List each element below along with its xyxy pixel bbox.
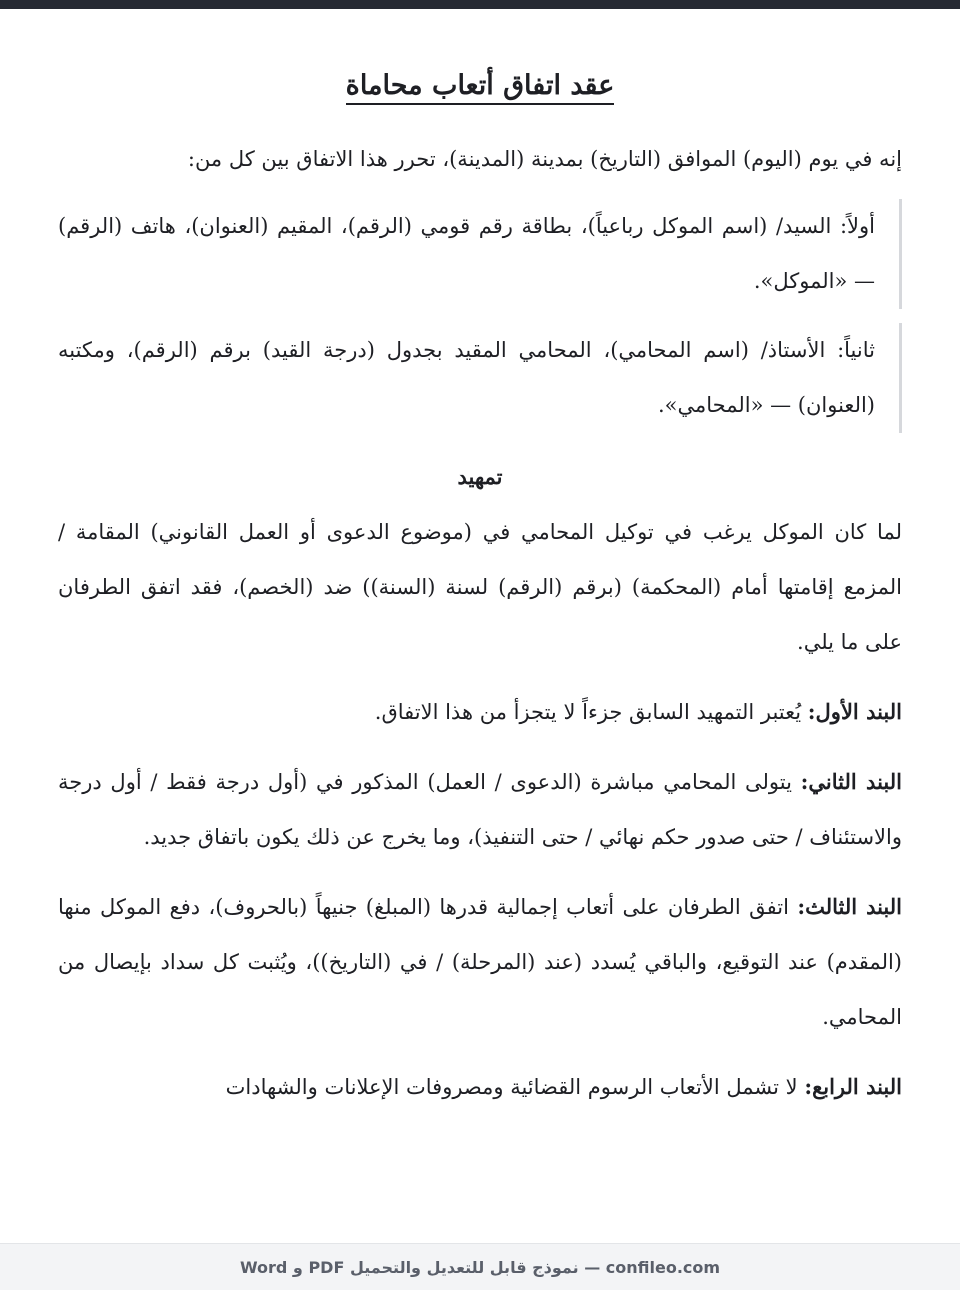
clause-label: البند الثاني: (800, 769, 902, 794)
footer-banner: confileo.com — نموذج قابل للتعديل والتحميل PDF و Word (0, 1243, 960, 1290)
clause-label: البند الثالث: (797, 894, 903, 919)
clause-label: البند الرابع: (804, 1074, 902, 1099)
clause-1 (58, 684, 902, 740)
contract-document (58, 30, 902, 1115)
clause-4 (58, 1059, 902, 1115)
clause-text: يتولى المحامي مباشرة (الدعوى / العمل) المذكور في (أول درجة فقط / أول درجة والاستئناف / حتى صدور حكم نهائي / حتى التنفيذ)، وما يخرج عن ذلك يكون باتفاق جديد. (58, 770, 902, 849)
clause-text: لا تشمل الأتعاب الرسوم القضائية ومصروفات الإعلانات والشهادات (225, 1075, 805, 1099)
party-first: أولاً: السيد/ (اسم الموكل رباعياً)، بطاقة رقم قومي (الرقم)، المقيم (العنوان)، هاتف (الرقم) — «الموكل». (58, 199, 902, 309)
clause-label: البند الأول: (807, 699, 902, 724)
clause-2 (58, 754, 902, 865)
top-accent-bar (0, 0, 960, 9)
preamble-paragraph: لما كان الموكل يرغب في توكيل المحامي في (موضوع الدعوى أو العمل القانوني) المقامة / المزمع إقامتها أمام (المحكمة) (برقم (الرقم) لسنة (السنة)) ضد (الخصم)، فقد اتفق الطرفان على ما يلي. (58, 520, 902, 654)
clause-text: اتفق الطرفان على أتعاب إجمالية قدرها (المبلغ) جنيهاً (بالحروف)، دفع الموكل منها (المقدم) عند التوقيع، والباقي يُسدد (عند (المرحلة) / في (التاريخ))، ويُثبت كل سداد بإيصال من المحامي. (58, 895, 902, 1029)
clause-text: يُعتبر التمهيد السابق جزءاً لا يتجزأ من هذا الاتفاق. (374, 700, 808, 724)
document-title: عقد اتفاق أتعاب محاماة (58, 66, 902, 106)
intro-paragraph: إنه في يوم (اليوم) الموافق (التاريخ) بمدينة (المدينة)، تحرر هذا الاتفاق بين كل من: (187, 147, 902, 171)
clause-3 (58, 879, 902, 1045)
preamble-heading: تمهيد (457, 464, 503, 489)
party-second: ثانياً: الأستاذ/ (اسم المحامي)، المحامي المقيد بجدول (درجة القيد) برقم (الرقم)، ومكتبه (العنوان) — «المحامي». (58, 323, 902, 433)
